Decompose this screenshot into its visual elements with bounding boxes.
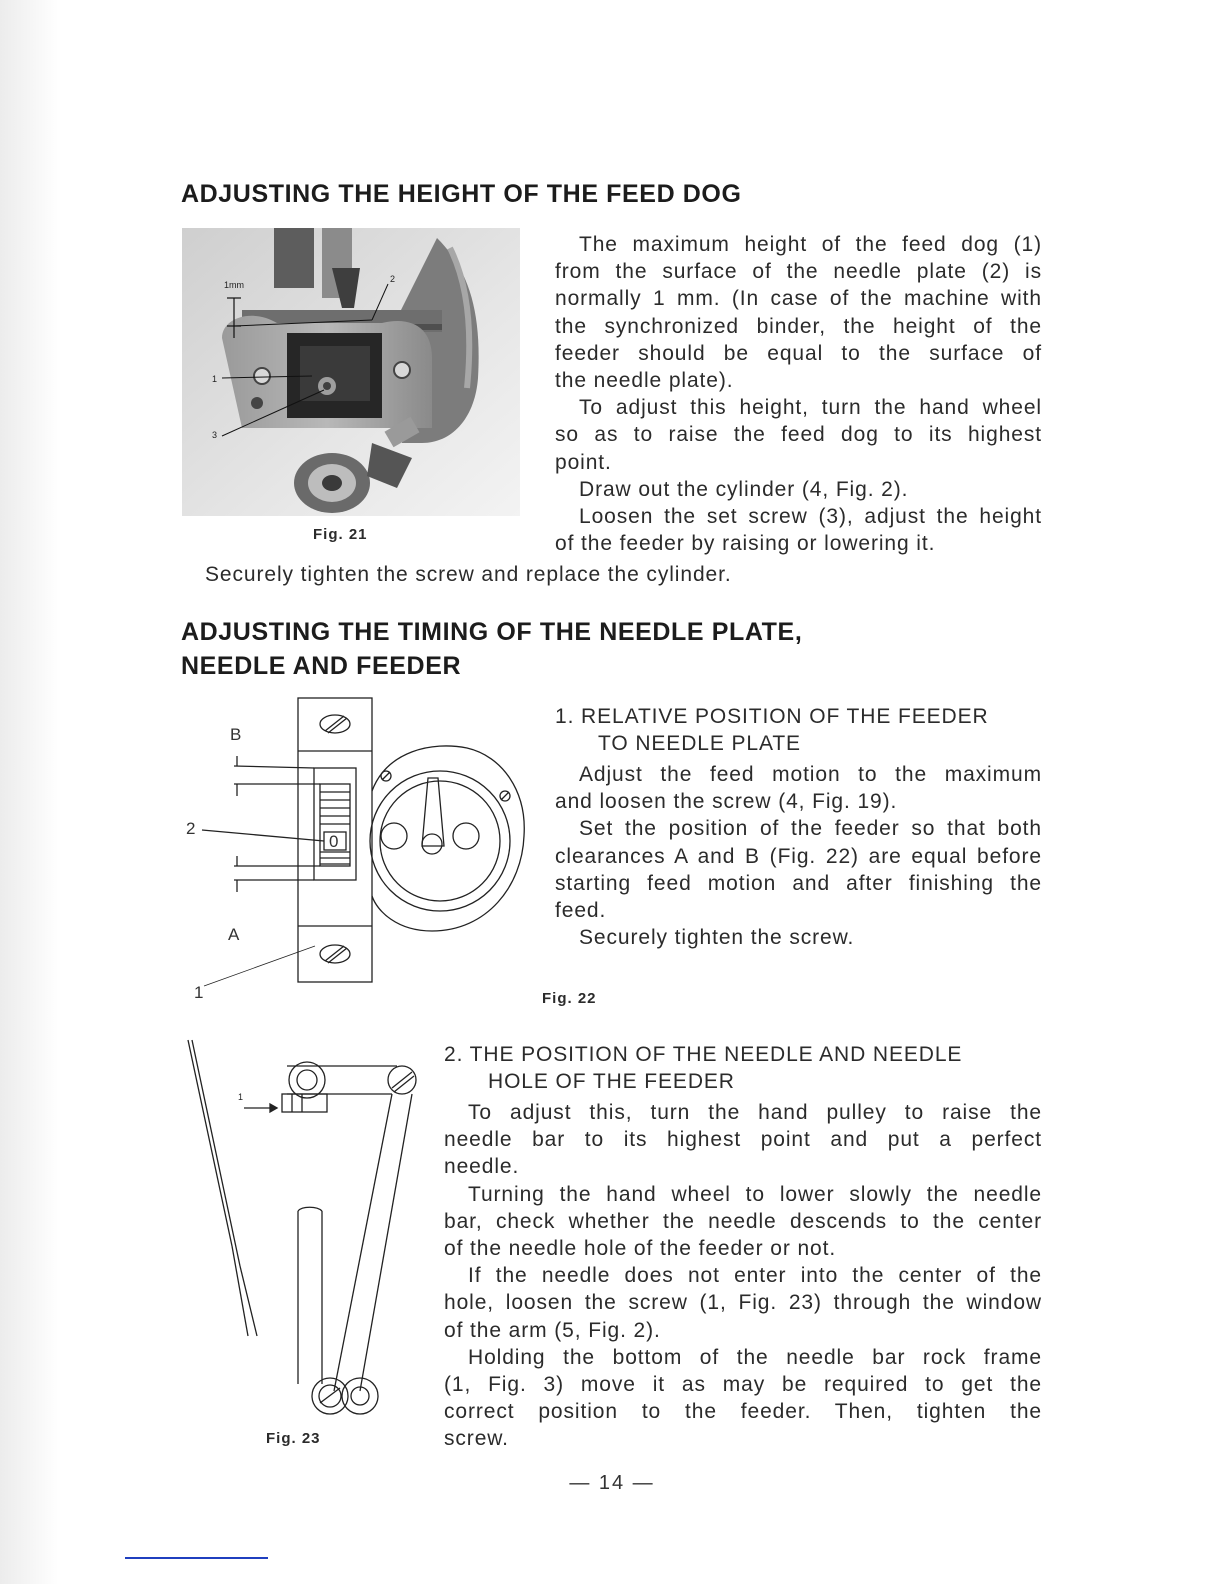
scan-page-edge <box>0 0 58 1584</box>
fig21-label-1mm: 1mm <box>224 280 244 290</box>
fig21-label-1: 1 <box>212 374 218 384</box>
item2-line-7: If the needle does not enter into the center of the <box>468 1264 1042 1288</box>
item1-line-2: and loosen the screw (4, Fig. 19). <box>555 790 898 814</box>
item2-line-10: Holding the bottom of the needle bar rock frame <box>468 1345 1042 1369</box>
fig22-label-A: A <box>228 925 240 944</box>
fig23-caption: Fig. 23 <box>266 1430 321 1447</box>
fig21-caption: Fig. 21 <box>313 526 368 543</box>
fig22-label-1: 1 <box>194 983 204 1002</box>
fig21-illustration <box>182 228 520 516</box>
item2-line-1: To adjust this, turn the hand pulley to raise the <box>468 1101 1042 1124</box>
s1-closing: Securely tighten the screw and replace the cylinder. <box>205 563 732 586</box>
s1-line-11: Loosen the set screw (3), adjust the height <box>579 505 1042 529</box>
fig22-label-B: B <box>230 725 242 744</box>
fig21-label-2: 2 <box>390 274 396 284</box>
s1-line-5: feeder should be equal to the surface of <box>555 341 1042 365</box>
item2-line-12: correct position to the feeder. Then, tighten the <box>444 1400 1042 1424</box>
section1-body <box>555 231 1042 557</box>
item1-line-5: starting feed motion and after finishing the <box>555 871 1042 895</box>
footer-rule <box>125 1557 268 1559</box>
s1-line-2: from the surface of the needle plate (2) is <box>555 260 1042 284</box>
heading-feed-dog-height: ADJUSTING THE HEIGHT OF THE FEED DOG <box>181 180 742 208</box>
s1-line-12: of the feeder by raising or lowering it. <box>555 532 936 556</box>
item2-line-11: (1, Fig. 3) move it as may be required to get the <box>444 1373 1042 1397</box>
item2-line-3: needle. <box>444 1155 520 1179</box>
s1-line-7: To adjust this height, turn the hand wheel <box>579 396 1042 420</box>
item1-line-3: Set the position of the feeder so that both <box>579 817 1042 841</box>
item1-line-1: Adjust the feed motion to the maximum <box>579 763 1042 786</box>
fig23-illustration <box>182 1036 422 1426</box>
s1-line-9: point. <box>555 450 612 474</box>
item1-line-4: clearances A and B (Fig. 22) are equal before <box>555 844 1042 868</box>
item2-line-4: Turning the hand wheel to lower slowly the needle <box>468 1182 1042 1206</box>
fig22-illustration <box>182 696 532 1006</box>
s1-line-3: normally 1 mm. (In case of the machine with <box>555 287 1042 311</box>
item2-line-8: hole, loosen the screw (1, Fig. 23) through the window <box>444 1291 1042 1315</box>
item2-line-6: of the needle hole of the feeder or not. <box>444 1237 837 1261</box>
fig21-label-3: 3 <box>212 430 218 440</box>
item1-title-line2: TO NEEDLE PLATE <box>598 732 801 755</box>
s1-line-1: The maximum height of the feed dog (1) <box>579 233 1042 256</box>
heading-timing-line1: ADJUSTING THE TIMING OF THE NEEDLE PLATE, <box>181 618 803 646</box>
heading-timing-line2: NEEDLE AND FEEDER <box>181 652 462 680</box>
item2-body <box>444 1099 1042 1453</box>
fig21-photo <box>182 228 520 516</box>
fig22-diagram <box>182 696 532 1006</box>
item2-line-9: of the arm (5, Fig. 2). <box>444 1318 661 1342</box>
fig23-diagram <box>182 1036 422 1426</box>
item1-title-line1: 1. RELATIVE POSITION OF THE FEEDER <box>555 705 989 728</box>
item2-title-line1: 2. THE POSITION OF THE NEEDLE AND NEEDLE <box>444 1043 963 1066</box>
page-number: — 14 — <box>569 1472 655 1494</box>
s1-line-6: the needle plate). <box>555 369 734 393</box>
item2-title-line2: HOLE OF THE FEEDER <box>488 1070 735 1093</box>
item2-line-13: screw. <box>444 1427 509 1451</box>
fig22-label-2: 2 <box>186 819 196 838</box>
fig23-label-1: 1 <box>238 1092 244 1102</box>
s1-line-4: the synchronized binder, the height of the <box>555 314 1042 338</box>
item1-line-7: Securely tighten the screw. <box>579 926 855 950</box>
s1-line-8: so as to raise the feed dog to its highest <box>555 423 1042 447</box>
fig22-caption: Fig. 22 <box>542 990 597 1007</box>
item1-line-6: feed. <box>555 899 607 923</box>
fig22-label-0: 0 <box>329 832 339 851</box>
item2-line-2: needle bar to its highest point and put a perfect <box>444 1128 1042 1152</box>
item1-body <box>555 761 1042 951</box>
s1-line-10: Draw out the cylinder (4, Fig. 2). <box>579 477 909 501</box>
item2-line-5: bar, check whether the needle descends to the center <box>444 1209 1042 1233</box>
